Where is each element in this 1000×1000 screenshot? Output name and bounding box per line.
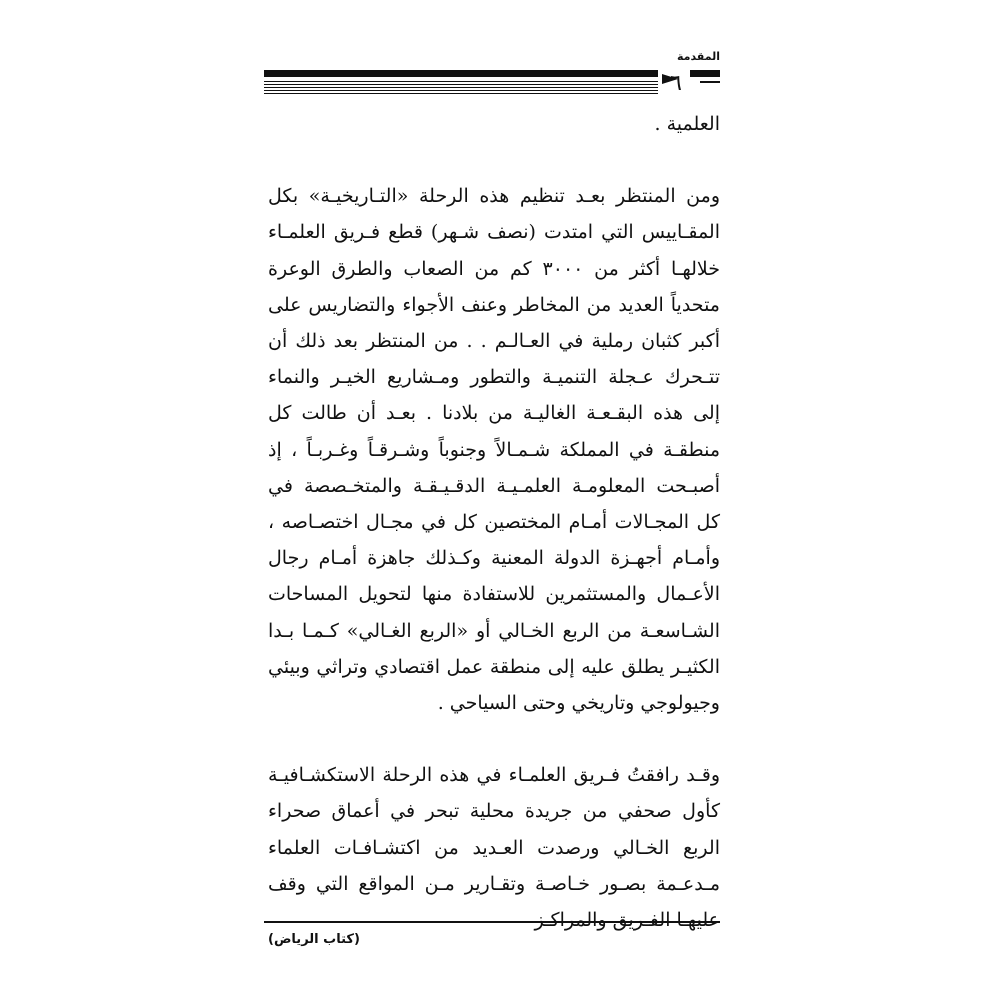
header-thin-rule [264, 81, 658, 82]
header-thin-rule [264, 90, 658, 91]
header-ornament-bar-icon [700, 81, 720, 83]
header-rule [264, 69, 720, 97]
running-header-chapter: المقدمة [676, 50, 720, 63]
footer-rule [264, 921, 720, 923]
footer-publication: (كتاب الرياض) [268, 932, 360, 947]
paragraph: العلمية . [654, 113, 720, 135]
header-thick-rule [264, 70, 658, 77]
paragraph: وقـد رافقتُ فـريق العلمـاء في هذه الرحلة الاستكشـافيـة كأول صحفي من جريدة محلية تبحر في أعماق صحراء الربع الخـالي ورصدت العـديد من اكتشـافـات العلماء مـدعـمة بصـور خـاصـة وتقـارير مـن المواقع التي وقف [268, 764, 720, 895]
paragraph: ومن المنتظر بعـد تنظيم هذه الرحلة «التـاريخيـة» بكل المقـاييس التي امتدت (نصف شـهر) قطع فـريق العلمـاء خلالهـا أكثر من ٣٠٠٠ كم من الصعاب والطرق الوعرة متحدياً العديد من المخاطر وعنف الأجواء والتضاريس على أكبر كثبان رملية في العـالـم . . من المنتظر بعد ذلك أن تتـحرك عـجلة التنميـة والتطور ومـشاريع الخيـر والنماء إلى هذه البقـعـة الغاليـة من بلادنا . بعـد أن طالت كل منطقـة في المملكة شـمـالاً وجنوباً وشـرقـاً وغـربـاً ، إذ أصبـحت المعلومـة العلمـيـة الدقـيـقـة والمتخـصصة في كل المجـالات أمـام المختصين كل في مجـال اختصـاصه ، وأمـام أجهـزة الدولة المعنية وكـذلك جاهزة أمـام رجال الأعـمال والمستثمرين للاستفادة منها لتحويل المساحات الشـاسعـة من الربع الخـالي أو «الربع الغـالي» كـمـا بـدا الكثيـر يطلق عليه إلى منطقة عمل اقتصادي وتراثي وبيئي وجيولوجي وتاريخي وحتى السياحي . [268, 185, 720, 715]
header-thin-rule [264, 84, 658, 85]
header-ornament-bar-icon [690, 70, 720, 77]
body-text [268, 106, 720, 938]
page-number: ٦ [670, 71, 682, 96]
header-thin-rule [264, 87, 658, 88]
header-thin-rule [264, 93, 658, 94]
